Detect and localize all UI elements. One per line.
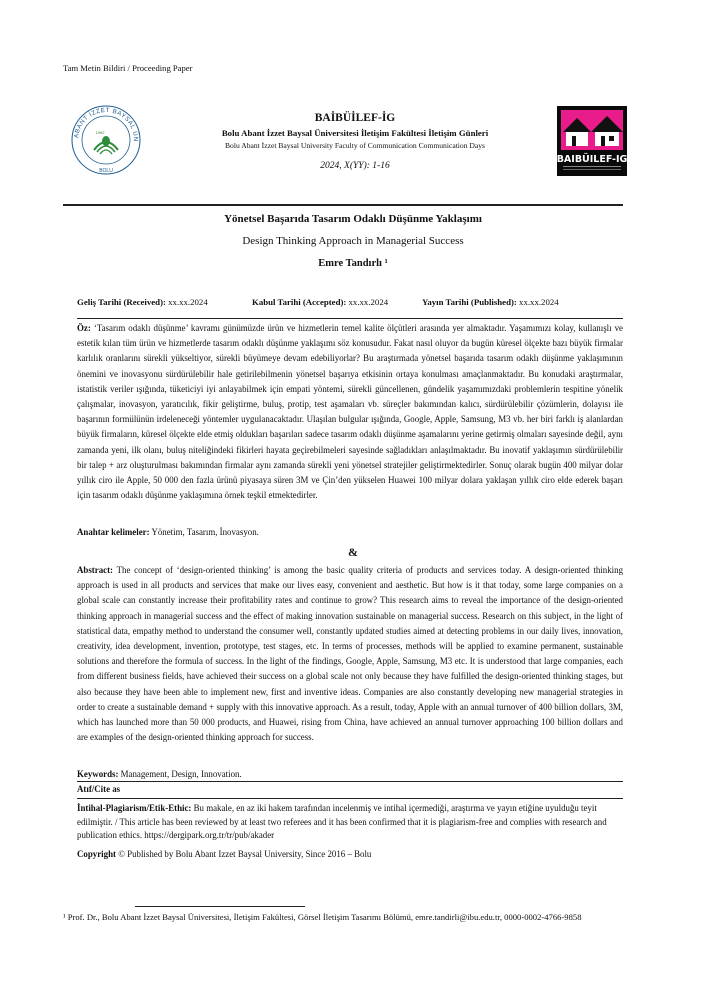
oz-text: ‘Tasarım odaklı düşünme’ kavramı günümüzde ürün ve hizmetlerin temel kalite ölçütleri arasında yer almaktadır. Yaşamımızı kolay, kullanışlı ve estetik kılan tüm ürün ve hizmetlerde tasarım odaklı düşünme yaklaşımı söz konusudur. Fakat nasıl oluyor da bugün küresel ölçekte bazı büyük firmalar karlılık oranlarını sürekli yükseltiyor, sürekli büyümeye devam edebiliyorlar? Bu araştırmada yönetsel başarıda tasarım odaklı düşünme yaklaşımının önemini ve inovasyonu sürdürülebilir hale getirilebilmenin yönetsel başarıya etkisinin ortaya konulması amaçlanmaktadır. Bu konudaki araştırmalar, istatistik veriler ışığında, tüketiciyi iyi anlayabilmek için empati yöntemi, sürekli güncellenen, gündelik yaşamımızdaki problemlerin tespitine yönelik çalışmalar, inovasyon, yaratıcılık, fikir geliştirme, buluş, protip, test aşamaları vb. süreçler bakımından kalıcı, sürdürülebilir çözümlerin, dolayısı ile başarının formülünün irdeleneceği yöntemler uygulanacaktadır. Ulaşılan bulgular ışığında, Google, Apple, Samsung, M3 vb. her biri farklı iş alanlardan büyük firmaların, küresel ölçekte elde etmiş oldukları başarıları sadece tasarım odaklı düşünme aşamalarını yerine getirmiş olmaları sayesinde değil, aynı zamanda yeni, ilk olanı, buluş niteliğindeki fikirleri hayata geçirebilmeleri sayesinde sağladıkları anlaşılmaktadır. Bu inovatif yaklaşımın sürdürülebilir bir talep + arz oluşturulması bakımından firmalar aynı zamanda sürekli yeni yönetsel stratejiler geliştirmektedirler. Sonuç olarak bugün 400 milyar dolar yıllık ciro ile Apple, 50 000 den fazla ürünü piyasaya süren 3M ve Çin’den yükselen Huawei 100 milyar dolara yaklaşan yıllık ciro elde ederek başarı için tasarım odaklı düşünme yaklaşımına örnek teşkil etmektedirler. [77,323,623,501]
abstract-label: Abstract: [77,565,113,575]
keywords-en-text: Management, Design, Innovation. [120,769,242,779]
received-date [77,297,208,307]
title-en: Design Thinking Approach in Managerial Success [242,235,464,247]
keywords-en [77,769,242,779]
published-label: Yayın Tarihi (Published): [422,297,517,307]
svg-text:BAIBÜILEF-IG: BAIBÜILEF-IG [557,154,627,165]
copyright-label: Copyright [77,849,116,859]
published-date [422,297,559,307]
journal-header [170,112,540,171]
university-seal-logo [70,104,142,176]
abstract-text: The concept of ‘design-oriented thinking’ is among the basic quality criteria of products and services today. A design-oriented thinking approach is used in all products and services that make our lives easy, convenient and aesthetic. But how is it that today, some large companies on a global scale can constantly increase their profitability rates and continue to grow? This research aims to reveal the importance of the design-oriented thinking approach in managerial success and the effect of making innovation sustainable on managerial success. Research on this subject, in the light of statistical data, empathy method to understand the consumer well, constantly updated studies aimed at detecting problems in our daily lives, innovation, creativity, idea development, invention, prototype, test stages, etc. In terms of processes, methods will be applied to examine permanent, sustainable solutions and therefore the formula of success. In the light of the findings, Google, Apple, Samsung, M3 etc. It is understood that large companies, each from different business fields, have achieved their success on a global scale not only because they have fulfilled the design-oriented thinking stages, but also because they have been able to implement new, first and inventive ideas. Companies are also constantly developing new managerial strategies in order to create a sustainable demand + supply with this innovative approach. As a result, today, Apple with an annual turnover of 400 billion dollars, 3M, which has launched more than 50 000 products, and Huawei, rising from China, have achieved an annual turnover approaching 100 billion dollars and are examples of the design-oriented thinking approach for success. [77,565,624,743]
keywords-divider [77,781,623,782]
oz-paragraph [77,321,623,503]
svg-text:ABANT İZZET BAYSAL ÜNİVERSİTES: ABANT İZZET BAYSAL ÜN [73,106,140,142]
author: Emre Tandırlı ¹ [318,258,388,269]
footnote-divider [135,906,305,907]
journal-tr-line: Bolu Abant İzzet Baysal Üniversitesi İletişim Fakültesi İletişim Günleri [221,128,489,138]
ampersand-separator: & [348,545,358,559]
keywords-tr-text: Yönetim, Tasarım, İnovasyon. [151,527,259,537]
copyright-text: © Published by Bolu Abant Izzet Baysal University, Since 2016 – Bolu [118,849,372,859]
keywords-en-label: Keywords: [77,769,119,779]
header-divider [63,204,623,206]
keywords-tr [77,527,259,537]
event-logo [557,106,627,176]
journal-name: BAİBÜİLEF-İG [314,112,396,124]
svg-text:BOLU: BOLU [99,168,113,174]
cite-as-label: Atıf/Cite as [77,784,121,794]
title-tr: Yönetsel Başarıda Tasarım Odaklı Düşünme Yaklaşımı [224,213,482,225]
received-value: xx.xx.2024 [168,297,208,307]
accepted-value: xx.xx.2024 [348,297,389,307]
journal-en-line: Bolu Abant İzzet Baysal University Faculty of Communication Communication Days [224,141,486,150]
accepted-date [252,297,388,307]
svg-text:1992: 1992 [95,130,105,135]
accepted-label: Kabul Tarihi (Accepted): [252,297,347,307]
plagiarism-label: İntihal-Plagiarism/Etik-Ethic: [77,803,192,813]
footnote: ¹ Prof. Dr., Bolu Abant İzzet Baysal Üniversitesi, İletişim Fakültesi, Görsel İletişim Tasarımı Bölümü, emre.tandirli@ibu.edu.tr, 0000-0002-4766-9858 [63,912,582,922]
dates-divider [77,318,623,319]
running-head: Tam Metin Bildiri / Proceeding Paper [63,63,193,73]
published-value: xx.xx.2024 [519,297,559,307]
abstract-paragraph [77,563,623,745]
copyright-line [77,849,371,859]
oz-label: Öz: [77,323,91,333]
plagiarism-statement [77,802,623,843]
keywords-tr-label: Anahtar kelimeler: [77,527,150,537]
cite-divider [77,798,623,799]
journal-issue: 2024, X(YY): 1-16 [320,161,390,171]
plagiarism-text: Bu makale, en az iki hakem tarafından incelenmiş ve intihal içermediği, araştırma ve yayın etiğine uyulduğu teyit edilmiştir. / This article has been reviewed by at least two referees and it has been confirmed that it is plagiarism-free and complies with research and publication ethics. https://dergipark.org.tr/tr/pub/akader [77,803,607,841]
received-label: Geliş Tarihi (Received): [77,297,166,307]
